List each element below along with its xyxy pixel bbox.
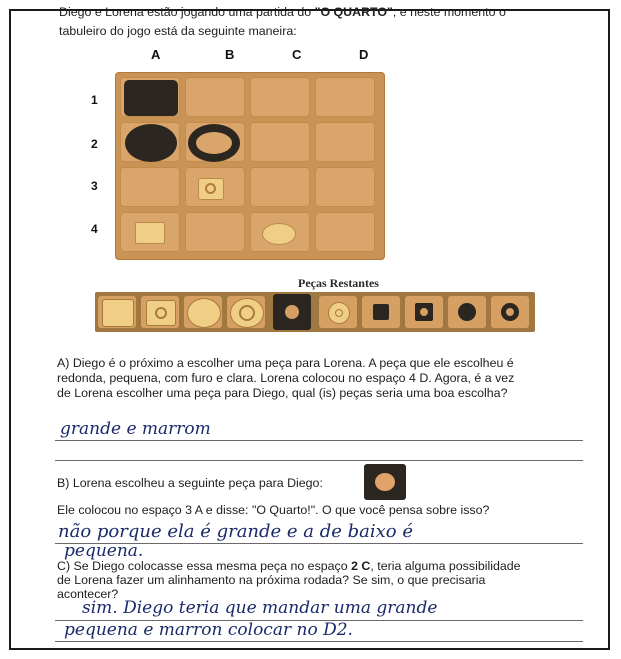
- dark-small-round-hollow-icon: [501, 303, 519, 321]
- question-c-line-2: de Lorena fazer um alinhamento na próxima rodada? Se sim, o que precisaria: [57, 573, 486, 587]
- light-large-round-icon: [187, 298, 221, 328]
- question-b-line-1: B) Lorena escolheu a seguinte peça para Diego:: [57, 476, 323, 490]
- dark-large-square-hollow-icon: [285, 305, 299, 319]
- row-label-3: 3: [91, 179, 98, 193]
- piece-dark-large-round-hollow: [188, 124, 240, 162]
- column-label-b: B: [225, 47, 235, 62]
- column-label-a: A: [151, 47, 161, 62]
- remaining-piece-4: [227, 296, 265, 328]
- dark-small-square-hollow-icon: [415, 303, 433, 321]
- board-cell-d2: [315, 122, 375, 162]
- remaining-piece-10: [491, 296, 529, 328]
- board-cell-d1: [315, 77, 375, 117]
- answer-line: [55, 460, 583, 461]
- remaining-piece-2: [141, 296, 179, 328]
- piece-light-small-square: [135, 222, 165, 244]
- intro-text-end: , e neste momento o: [392, 5, 506, 19]
- remaining-piece-9: [448, 296, 486, 328]
- answer-line: [55, 440, 583, 441]
- light-large-square-icon: [102, 299, 134, 327]
- question-a-line-3: de Lorena escolher uma peça para Diego, qual (is) peças seria uma boa escolha?: [57, 386, 508, 400]
- answer-b-handwriting-line-1: não porque ela é grande e a de baixo é: [58, 521, 414, 542]
- board-cell-a3: [120, 167, 180, 207]
- row-label-1: 1: [91, 93, 98, 107]
- row-label-2: 2: [91, 137, 98, 151]
- board-cell-d4: [315, 212, 375, 252]
- question-c-line-3: acontecer?: [57, 587, 119, 601]
- board-cell-c3: [250, 167, 310, 207]
- game-name: "O QUARTO": [314, 5, 393, 19]
- question-a-line-1: A) Diego é o próximo a escolher uma peça para Lorena. A peça que ele escolheu é: [57, 356, 514, 370]
- dark-small-round-icon: [458, 303, 476, 321]
- hole-icon: [375, 473, 395, 491]
- board-cell-b1: [185, 77, 245, 117]
- question-b-line-2: Ele colocou no espaço 3 A e disse: "O Quarto!". O que você pensa sobre isso?: [57, 503, 490, 517]
- chosen-piece-image: [364, 464, 406, 500]
- answer-c-handwriting-line-2: pequena e marron colocar no D2.: [64, 620, 353, 640]
- piece-light-small-square-hollow: [198, 178, 224, 200]
- row-label-4: 4: [91, 222, 98, 236]
- remaining-pieces-tray: [95, 292, 535, 332]
- question-a-line-2: redonda, pequena, com furo e clara. Lorena colocou no espaço 4 D. Agora, é a vez: [57, 371, 515, 385]
- remaining-pieces-title: Peças Restantes: [298, 276, 379, 290]
- intro-text: Diego e Lorena estão jogando uma partida do: [59, 5, 315, 19]
- piece-dark-large-round: [125, 124, 177, 162]
- column-label-d: D: [359, 47, 369, 62]
- board-cell-c1: [250, 77, 310, 117]
- piece-light-small-round: [262, 223, 296, 245]
- remaining-piece-7: [362, 296, 400, 328]
- light-small-round-hollow-icon: [328, 302, 350, 324]
- remaining-piece-3: [184, 296, 222, 328]
- board-cell-c2: [250, 122, 310, 162]
- question-c-text-end: , teria alguma possibilidade: [370, 559, 521, 573]
- intro-line-2: tabuleiro do jogo está da seguinte maneira:: [59, 24, 297, 38]
- board-cell-b4: [185, 212, 245, 252]
- intro-line-1: [59, 5, 506, 20]
- piece-dark-large-square: [124, 80, 178, 116]
- remaining-piece-6: [319, 296, 357, 328]
- position-2c: 2 C: [351, 559, 371, 573]
- question-c-text: C) Se Diego colocasse essa mesma peça no espaço: [57, 559, 352, 573]
- board-cell-d3: [315, 167, 375, 207]
- answer-b-handwriting-line-2: pequena.: [64, 541, 144, 561]
- light-large-square-hollow-icon: [146, 300, 176, 326]
- answer-a-handwriting: grande e marrom: [60, 419, 211, 439]
- game-board: [115, 72, 385, 260]
- remaining-piece-8: [405, 296, 443, 328]
- answer-line: [55, 641, 583, 642]
- hole-icon: [205, 183, 216, 194]
- remaining-piece-5: [273, 294, 311, 330]
- light-large-round-hollow-icon: [230, 298, 264, 328]
- question-c-line-1: [57, 559, 521, 574]
- dark-small-square-icon: [373, 304, 389, 320]
- answer-c-handwriting-line-1: sim. Diego teria que mandar uma grande: [82, 598, 438, 618]
- remaining-piece-1: [98, 296, 136, 328]
- column-label-c: C: [292, 47, 302, 62]
